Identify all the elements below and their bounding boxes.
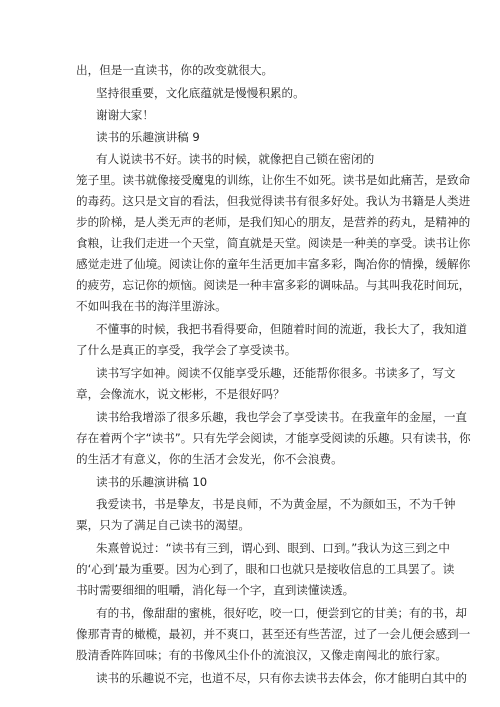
text-line: 我爱读书，书是挚友，书是良师，不为黄金屋，不为颜如玉，不为千钟 — [96, 497, 456, 511]
text-line: 读书的乐趣说不完，也道不尽，只有你去读书去体会，你才能明白其中的 — [96, 671, 468, 685]
text-line: 的疲劳，忘记你的烦恼。阅读是一种丰富多彩的调味品。与其叫我花时间玩， — [76, 278, 471, 292]
text-line: 章，会像流水，说文彬彬，不是很好吗？ — [76, 387, 285, 401]
text-line: 粟，只为了满足自己读书的渴望。 — [76, 518, 250, 532]
text-line: 不如叫我在书的海洋里游泳。 — [76, 299, 227, 313]
text-line: 的生活才有意义，你的生活才会发光，你不会浪费。 — [76, 452, 343, 466]
text-line: 存在着两个字“读书”。只有先学会阅读，才能享受阅读的乐趣。只有读书，你 — [76, 431, 471, 445]
text-line: 有人说读书不好。读书的时候，就像把自己锁在密闭的 — [96, 152, 375, 166]
section-heading: 读书的乐趣演讲稿 10 — [96, 475, 208, 489]
text-line: 了什么是真正的享受，我学会了享受读书。 — [76, 343, 297, 357]
text-line: 出，但是一直读书，你的改变就很大。 — [76, 63, 274, 77]
text-line: 的毒药。这只是文盲的看法，但我觉得读书有很多好处。我认为书籍是人类进 — [76, 194, 471, 208]
section-heading: 读书的乐趣演讲稿 9 — [96, 130, 200, 144]
text-line: 笼子里。读书就像接受魔鬼的训练，让你生不如死。读书是如此痛苦，是致命 — [76, 173, 471, 187]
text-line: 股清香阵阵回味；有的书像风尘仆仆的流浪汉，又像走南闯北的旅行家。 — [76, 648, 448, 662]
text-line: 朱熹曾说过：“读书有三到，谓心到、眼到、口到。”我认为这三到之中 — [96, 541, 451, 555]
text-line: 书时需要细细的咀嚼，消化每一个字，直到读懂读透。 — [76, 583, 355, 597]
text-line: 读书给我增添了很多乐趣，我也学会了享受读书。在我童年的金屋，一直 — [96, 410, 468, 424]
text-line: 食粮，让我们走进一个天堂，简直就是天堂。阅读是一种美的享受。读书让你 — [76, 236, 471, 250]
closing-line: 谢谢大家！ — [96, 108, 154, 122]
text-line: 像那青青的橄榄，最初，并不爽口，甚至还有些苦涩，过了一会儿便会感到一 — [76, 627, 471, 641]
text-line: 不懂事的时候，我把书看得要命，但随着时间的流逝，我长大了，我知道 — [96, 322, 468, 336]
text-line: 步的阶梯，是人类无声的老师，是我们知心的朋友，是营养的药丸，是精神的 — [76, 215, 471, 229]
text-line: 的‘心到’最为重要。因为心到了，眼和口也就只是接收信息的工具罢了。读 — [76, 562, 455, 576]
text-line: 感觉走进了仙境。阅读让你的童年生活更加丰富多彩，陶冶你的情操，缓解你 — [76, 257, 471, 271]
text-line: 有的书，像甜甜的蜜桃，很好吃，咬一口，便尝到它的甘美；有的书，却 — [96, 606, 468, 620]
text-line: 读书写字如神。阅读不仅能享受乐趣，还能帮你很多。书读多了，写文 — [96, 366, 456, 380]
text-line: 坚持很重要，文化底蕴就是慢慢积累的。 — [96, 86, 305, 100]
